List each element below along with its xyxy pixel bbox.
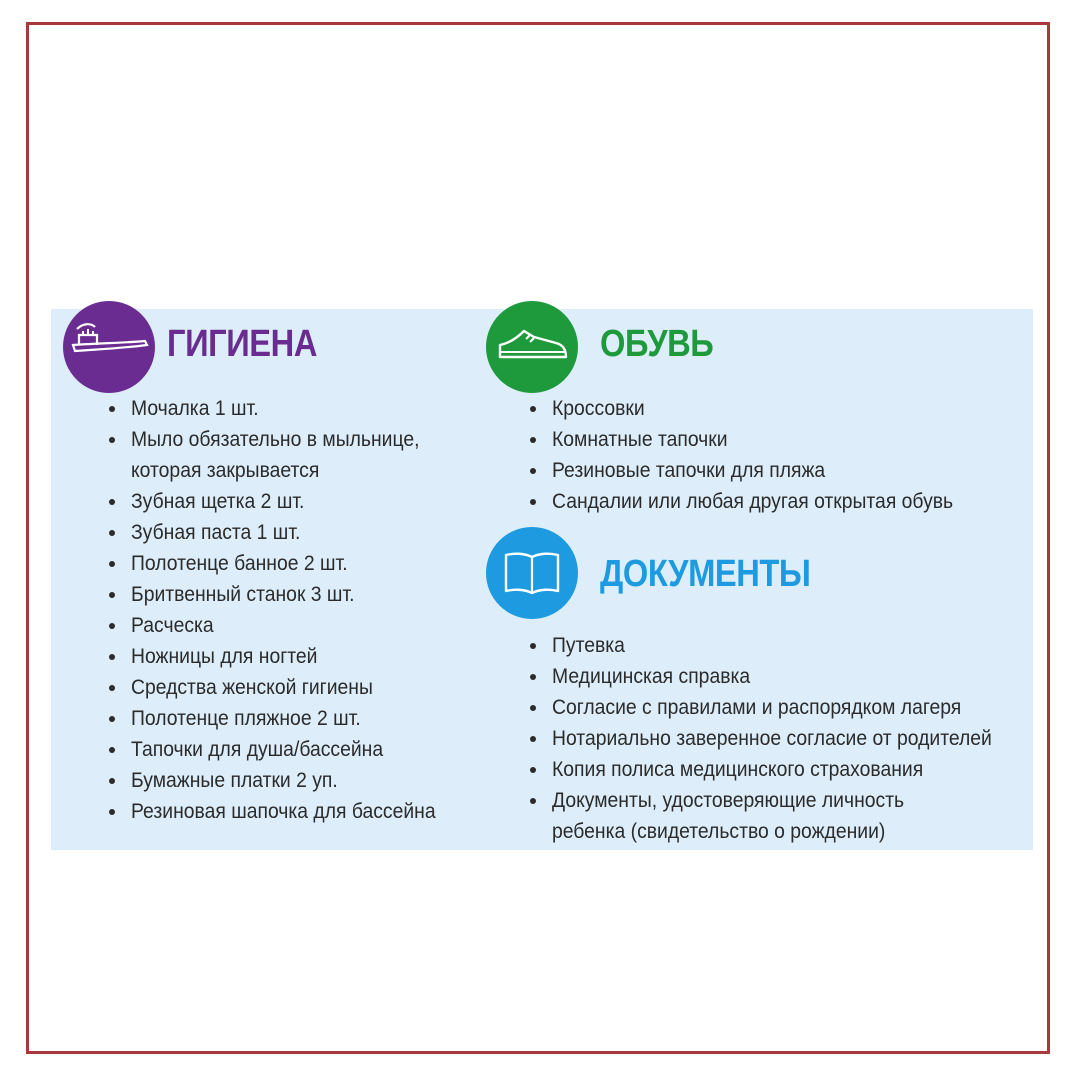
- list-item: Нотариально заверенное согласие от родителей: [528, 723, 1041, 754]
- list-item: Зубная паста 1 шт.: [107, 517, 469, 548]
- list-item: Резиновые тапочки для пляжа: [528, 455, 998, 486]
- open-book-icon: [486, 527, 578, 619]
- list-item: Мочалка 1 шт.: [107, 393, 469, 424]
- list-item: Средства женской гигиены: [107, 672, 469, 703]
- list-item: Бритвенный станок 3 шт.: [107, 579, 469, 610]
- list-item: Тапочки для душа/бассейна: [107, 734, 469, 765]
- list-item: Полотенце пляжное 2 шт.: [107, 703, 469, 734]
- toothbrush-icon: [63, 301, 155, 393]
- list-item: Медицинская справка: [528, 661, 1041, 692]
- list-item: Сандалии или любая другая открытая обувь: [528, 486, 998, 517]
- shoes-list: [528, 393, 998, 517]
- list-item: Зубная щетка 2 шт.: [107, 486, 469, 517]
- list-item: Мыло обязательно в мыльнице,: [107, 424, 469, 455]
- list-item-continuation: которая закрывается: [131, 458, 320, 482]
- list-item: Бумажные платки 2 уп.: [107, 765, 469, 796]
- checklist-panel: [51, 309, 1033, 850]
- list-item: Кроссовки: [528, 393, 998, 424]
- list-item: Резиновая шапочка для бассейна: [107, 796, 469, 827]
- sneaker-icon: [486, 301, 578, 393]
- list-item-continuation: ребенка (свидетельство о рождении): [552, 819, 886, 843]
- list-item: Комнатные тапочки: [528, 424, 998, 455]
- documents-title: ДОКУМЕНТЫ: [600, 553, 811, 595]
- hygiene-icon-circle: [63, 301, 155, 393]
- documents-icon-circle: [486, 527, 578, 619]
- list-item: Ножницы для ногтей: [107, 641, 469, 672]
- hygiene-title: ГИГИЕНА: [167, 323, 318, 365]
- shoes-icon-circle: [486, 301, 578, 393]
- hygiene-list: [107, 393, 469, 827]
- list-item: Расческа: [107, 610, 469, 641]
- list-item: Путевка: [528, 630, 1041, 661]
- shoes-title: ОБУВЬ: [600, 323, 714, 365]
- list-item: Документы, удостоверяющие личность: [528, 785, 1041, 816]
- list-item: Полотенце банное 2 шт.: [107, 548, 469, 579]
- list-item: Копия полиса медицинского страхования: [528, 754, 1041, 785]
- list-item: Согласие с правилами и распорядком лагеря: [528, 692, 1041, 723]
- documents-list: [528, 630, 1041, 847]
